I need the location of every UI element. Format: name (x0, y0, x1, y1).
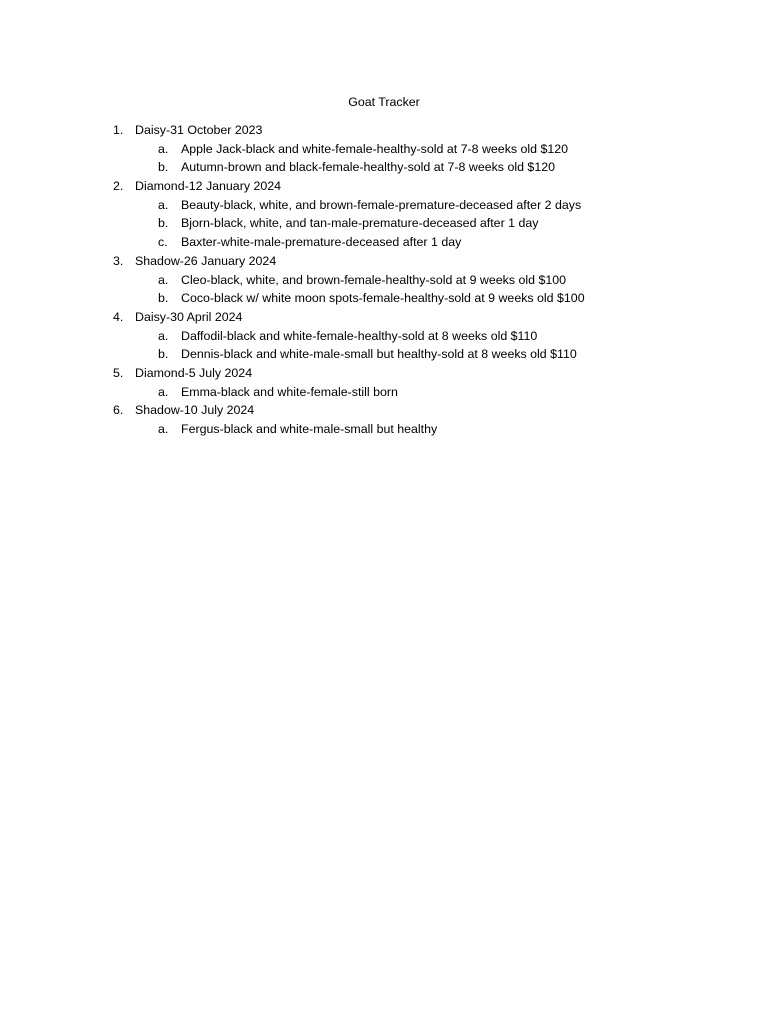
sub-list-letter: a. (158, 384, 169, 399)
list-number: 6. (113, 403, 124, 418)
sub-list-letter: b. (158, 216, 169, 231)
kid-item-text: Fergus-black and white-male-small but healthy (181, 422, 438, 436)
list-number: 4. (113, 309, 124, 324)
kid-item (0, 420, 768, 439)
sub-list-letter: b. (158, 291, 169, 306)
sub-list-letter: a. (158, 422, 169, 436)
kid-item-text: Cleo-black, white, and brown-female-healthy-sold at 9 weeks old $100 (181, 272, 567, 287)
kid-item-text: Coco-black w/ white moon spots-female-healthy-sold at 9 weeks old $100 (181, 291, 585, 306)
litter-entry-text: Daisy-31 October 2023 (135, 123, 263, 137)
kid-item (0, 140, 768, 159)
sub-list-letter: a. (158, 272, 169, 287)
kid-item (0, 271, 768, 290)
litter-entry (0, 121, 768, 140)
kid-item (0, 196, 768, 215)
litter-entry (0, 364, 768, 383)
list-number: 3. (113, 253, 124, 268)
litter-entry (0, 308, 768, 327)
sub-list-letter: a. (158, 197, 169, 212)
kid-item (0, 289, 768, 308)
litter-list (0, 121, 768, 439)
kid-item-text: Baxter-white-male-premature-deceased after 1 day (181, 235, 462, 250)
litter-entry (0, 252, 768, 271)
litter-entry-text: Diamond-12 January 2024 (135, 179, 282, 194)
litter-entry-text: Shadow-26 January 2024 (135, 253, 277, 268)
sub-list-letter: a. (158, 141, 169, 156)
list-number: 5. (113, 365, 124, 380)
litter-entry-text: Daisy-30 April 2024 (135, 309, 243, 324)
kid-item (0, 233, 768, 252)
litter-entry (0, 401, 768, 420)
sub-list-letter: b. (158, 347, 169, 362)
kid-item-text: Apple Jack-black and white-female-healthy-sold at 7-8 weeks old $120 (181, 141, 569, 156)
litter-entry-text: Shadow-10 July 2024 (135, 403, 255, 418)
kid-item (0, 383, 768, 402)
litter-entry (0, 177, 768, 196)
list-number: 2. (113, 179, 124, 194)
kid-item (0, 345, 768, 364)
kid-item-text: Autumn-brown and black-female-healthy-sold at 7-8 weeks old $120 (181, 160, 555, 175)
document-title: Goat Tracker (348, 95, 420, 109)
kid-item-text: Daffodil-black and white-female-healthy-sold at 8 weeks old $110 (181, 328, 538, 343)
sub-list-letter: a. (158, 328, 169, 343)
sub-list-letter: c. (158, 235, 168, 250)
litter-entry-text: Diamond-5 July 2024 (135, 365, 253, 380)
kid-item (0, 158, 768, 177)
kid-item-text: Beauty-black, white, and brown-female-premature-deceased after 2 days (181, 197, 582, 212)
kid-item-text: Emma-black and white-female-still born (181, 384, 398, 399)
kid-item-text: Bjorn-black, white, and tan-male-premature-deceased after 1 day (181, 216, 539, 231)
kid-item (0, 327, 768, 346)
kid-item-text: Dennis-black and white-male-small but healthy-sold at 8 weeks old $110 (181, 347, 577, 362)
sub-list-letter: b. (158, 160, 169, 175)
kid-item (0, 214, 768, 233)
list-number: 1. (113, 123, 124, 137)
